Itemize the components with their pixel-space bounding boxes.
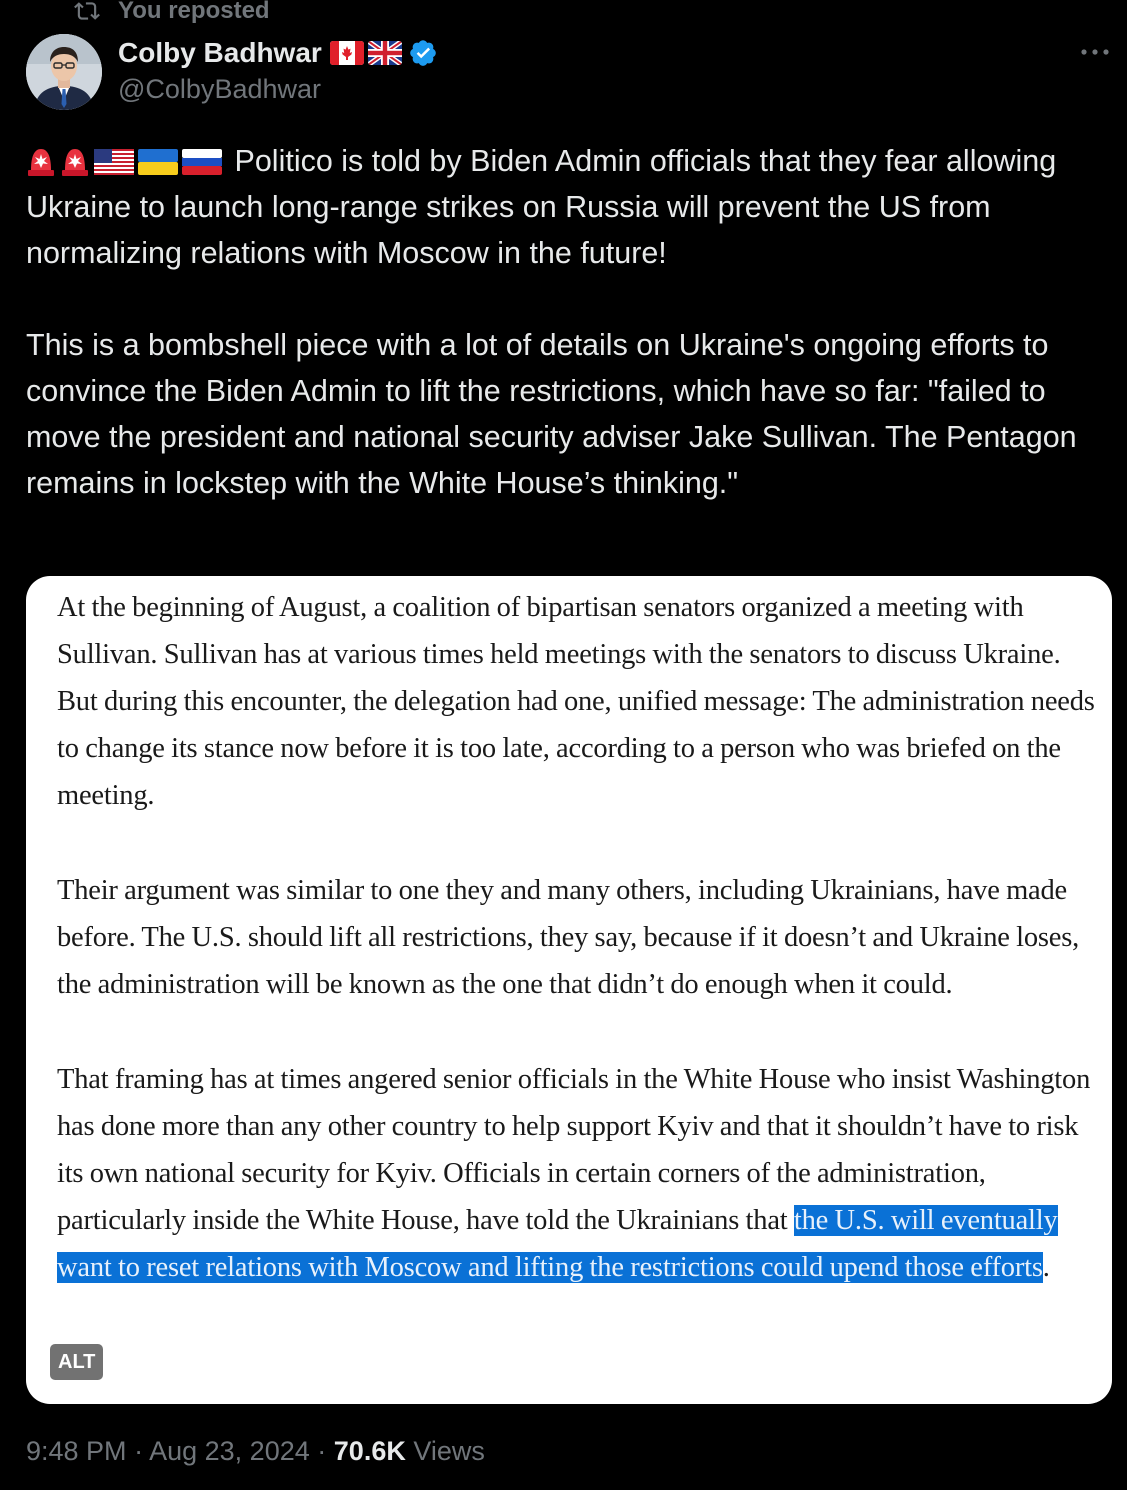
- article-highlighted-text: the U.S. will eventually want to reset relations with Moscow and lifting the restrictions could upend those efforts: [57, 1205, 1058, 1283]
- uk-flag-icon: [368, 41, 402, 65]
- tweet-text: [26, 138, 1116, 506]
- article-paragraph-2: Their argument was similar to one they and many others, including Ukrainians, have made before. The U.S. should lift all restrictions, they say, because if it doesn’t and Ukraine loses, the administration will be known as the one that didn’t do enough when it could.: [57, 875, 1080, 1000]
- police-light-emoji-icon: [60, 143, 90, 177]
- article-paragraph-1: At the beginning of August, a coalition of bipartisan senators organized a meeting with Sullivan. Sullivan has at various times held meetings with the senators to discuss Ukraine. But during this encounter, the delegation had one, unified message: The administration needs to change its stance now before it is too late, according to a person who was briefed on the meeting.: [57, 592, 1095, 811]
- article-paragraph-3: [57, 1056, 1097, 1291]
- avatar-image: [26, 34, 102, 110]
- russia-flag-emoji-icon: [182, 147, 222, 177]
- article-paragraph-3-text: That framing has at times angered senior officials in the White House who insist Washington has done more than any other country to help support Kyiv and that it shouldn’t have to risk its own national security for Kyiv. Officials in certain corners of the administration, particularly inside the White House, have told the Ukrainians that: [57, 1064, 1091, 1236]
- article-excerpt: [57, 584, 1097, 1291]
- tweet-paragraph-1-text: Politico is told by Biden Admin officials that they fear allowing Ukraine to launch long-range strikes on Russia will prevent the US from normalizing relations with Moscow in the future!: [26, 144, 1057, 270]
- author-handle[interactable]: @ColbyBadhwar: [118, 74, 322, 104]
- tweet-date[interactable]: Aug 23, 2024: [149, 1436, 310, 1466]
- repost-icon: [72, 0, 102, 24]
- ukraine-flag-emoji-icon: [138, 147, 178, 177]
- tweet-meta: [26, 1436, 485, 1467]
- author-name[interactable]: Colby Badhwar: [118, 37, 322, 68]
- canada-flag-icon: [330, 41, 364, 65]
- tweet-paragraph-1: [26, 138, 1116, 276]
- tweet-time[interactable]: 9:48 PM: [26, 1436, 127, 1466]
- views-count: 70.6K: [333, 1436, 406, 1466]
- tweet-paragraph-2: This is a bombshell piece with a lot of details on Ukraine's ongoing efforts to convince the Biden Admin to lift the restrictions, which have so far: "failed to move the president and national security adviser Jake Sullivan. The Pentagon remains in lockstep with the White House’s thinking.": [26, 328, 1077, 500]
- media-image[interactable]: [26, 576, 1112, 1404]
- repost-indicator[interactable]: [72, 0, 270, 26]
- avatar[interactable]: [26, 34, 102, 110]
- us-flag-emoji-icon: [94, 147, 134, 177]
- author-name-row[interactable]: [118, 36, 438, 70]
- views-label: Views: [413, 1436, 485, 1466]
- article-paragraph-3-end: .: [1042, 1252, 1050, 1283]
- meta-separator: ·: [317, 1436, 327, 1466]
- police-light-emoji-icon: [26, 143, 56, 177]
- alt-text-button[interactable]: ALT: [50, 1344, 103, 1380]
- more-options-icon[interactable]: [1078, 40, 1112, 64]
- repost-label: You reposted: [118, 0, 270, 24]
- verified-badge-icon: [408, 38, 438, 68]
- meta-separator: ·: [134, 1436, 144, 1466]
